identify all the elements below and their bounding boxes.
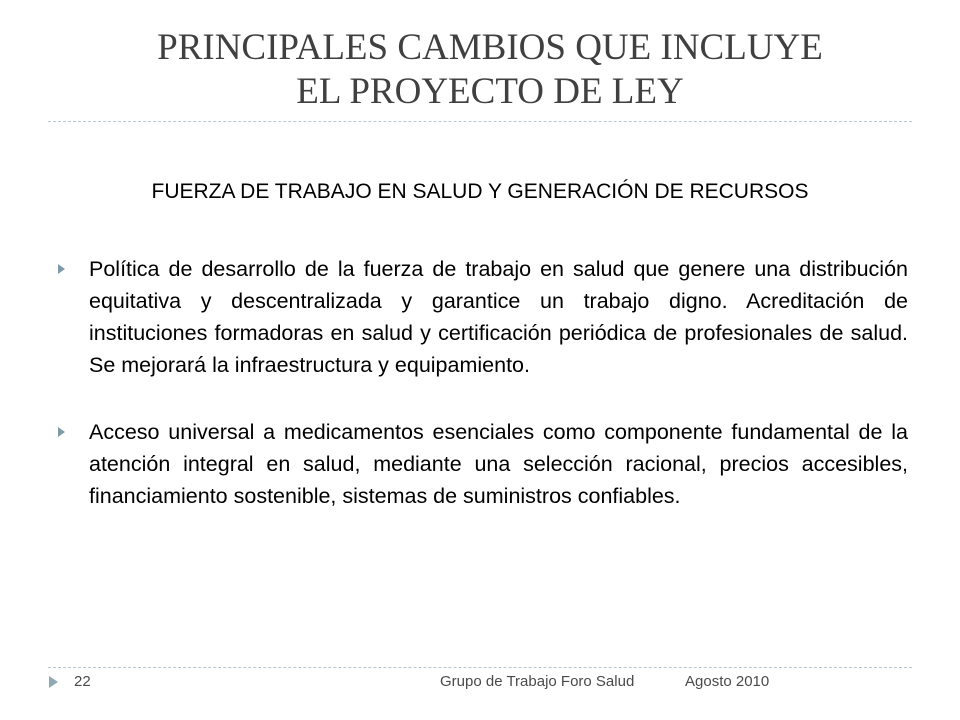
bullet-text: Política de desarrollo de la fuerza de trabajo en salud que genere una distribución equitativa y descentralizada y garantice un trabajo digno. Acreditación de instituciones formadoras en salud y certificación periódica de profesionales de salud. Se mejorará la infraestructura y equipamiento. [89, 257, 908, 377]
bullet-list [58, 253, 908, 547]
bullet-item [58, 253, 908, 381]
title-divider [48, 121, 912, 122]
slide-title-line-2: EL PROYECTO DE LEY [296, 71, 684, 112]
page-number: 22 [74, 673, 91, 690]
bullet-text: Acceso universal a medicamentos esenciales como componente fundamental de la atención integral en salud, mediante una selección racional, precios accesibles, financiamiento sostenible, sistemas de suministros confiables. [89, 420, 908, 508]
footer-divider [48, 667, 912, 668]
triangle-bullet-icon [58, 427, 65, 437]
section-subtitle: FUERZA DE TRABAJO EN SALUD Y GENERACIÓN DE RECURSOS [151, 180, 809, 203]
footer-date: Agosto 2010 [685, 673, 770, 690]
footer-organization: Grupo de Trabajo Foro Salud [440, 673, 635, 690]
footer-triangle-icon [49, 676, 58, 688]
slide-title-line-1: PRINCIPALES CAMBIOS QUE INCLUYE [157, 27, 823, 68]
slide-title [60, 26, 920, 114]
bullet-item [58, 416, 908, 512]
triangle-bullet-icon [58, 264, 65, 274]
